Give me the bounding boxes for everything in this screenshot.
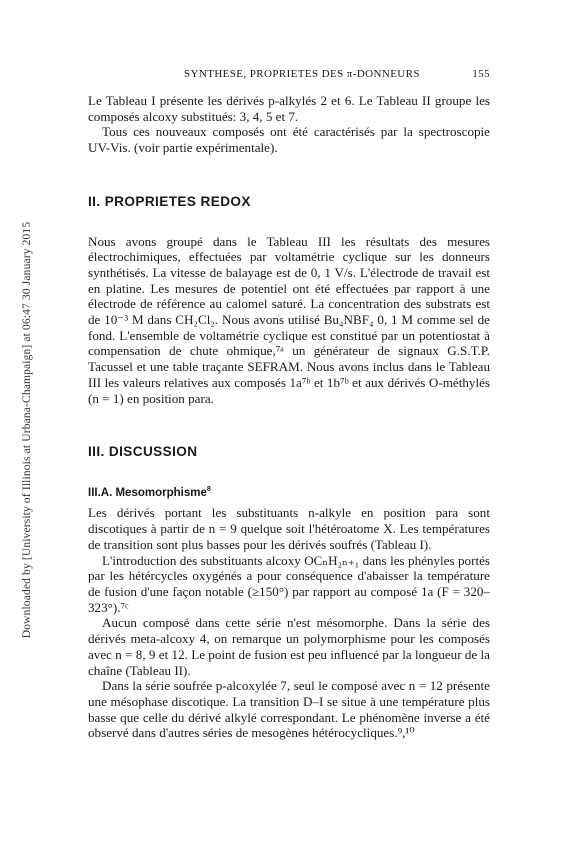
- page-body: [88, 93, 490, 741]
- intro-paragraph-2: Tous ces nouveaux composés ont été caractérisés par la spectroscopie UV-Vis. (voir partie expérimentale).: [88, 124, 490, 156]
- subsection-heading-text: III.A. Mesomorphisme: [88, 486, 207, 499]
- section-heading-discussion: III. DISCUSSION: [88, 444, 198, 460]
- redox-paragraph: Nous avons groupé dans le Tableau III les résultats des mesures électrochimiques, effectuées par voltamétrie cyclique sur les donneurs synthétisés. La vitesse de balayage est de 0, 1 V/s. L'électrode de travail est en platine. Les mesures de potentiel ont été effectuées par rapport à une électrode de référence au calomel saturé. La concentration des substrats est de 10⁻³ M dans CH₂Cl₂. Nous avons utilisé Bu₄NBF₄ 0, 1 M comme sel de fond. L'ensemble de voltamétrie cyclique est constitué par un potentiostat à compensation de chute ohmique,⁷ᵃ un générateur de signaux G.S.T.P. Tacussel et une table traçante SEFRAM. Nous avons inclus dans le Tableau III les valeurs relatives aux composés 1a⁷ᵇ et 1b⁷ᵇ et aux dérivés O-méthylés (n = 1) en position para.: [88, 233, 490, 406]
- section-heading-redox: II. PROPRIETES REDOX: [88, 193, 251, 209]
- discussion-paragraph-4: Dans la série soufrée p-alcoxylée 7, seul le composé avec n = 12 présente une mésophase discotique. La transition D–I se situe à une température plus basse que celle du dérivé alkylé correspondant. Le phénomène inverse a été observé dans d'autres séries de mesogènes hétérocycliques.⁹,¹⁰: [88, 678, 490, 741]
- discussion-paragraph-1: Les dérivés portant les substituants n-alkyle en position para sont discotiques à partir de n = 9 quelque soit l'hétéroatome X. Les températures de transition sont plus basses pour les dérivés soufrés (Tableau I).: [88, 505, 490, 552]
- intro-paragraph-1: Le Tableau I présente les dérivés p-alkylés 2 et 6. Le Tableau II groupe les composés alcoxy substitués: 3, 4, 5 et 7.: [88, 93, 490, 124]
- discussion-paragraph-2: L'introduction des substituants alcoxy OCₙH₂ₙ₊₁ dans les phényles portés par les hétércycles oxygénés a pour conséquence d'abaisser la température de fusion d'une façon notable (≥150°) par rapport au composé 1a (F = 320–323°).⁷ᶜ: [88, 552, 490, 615]
- download-note: Downloaded by [University of Illinois at Urbana-Champaign] at 06:47 30 January 2015: [21, 221, 33, 639]
- subsection-heading-mesomorphisme: [88, 482, 490, 502]
- page-number: 155: [472, 68, 490, 80]
- subsection-ref: 8: [206, 485, 211, 493]
- discussion-paragraph-3: Aucun composé dans cette série n'est mésomorphe. Dans la série des dérivés meta-alcoxy 4, on remarque un polymorphisme pour les composés avec n = 8, 9 et 12. Le point de fusion est peu influencé par la longueur de la chaîne (Tableau II).: [88, 615, 490, 678]
- download-watermark: [20, 150, 34, 710]
- running-header: [88, 68, 490, 84]
- running-title: SYNTHESE, PROPRIETES DES π-DONNEURS: [184, 68, 420, 80]
